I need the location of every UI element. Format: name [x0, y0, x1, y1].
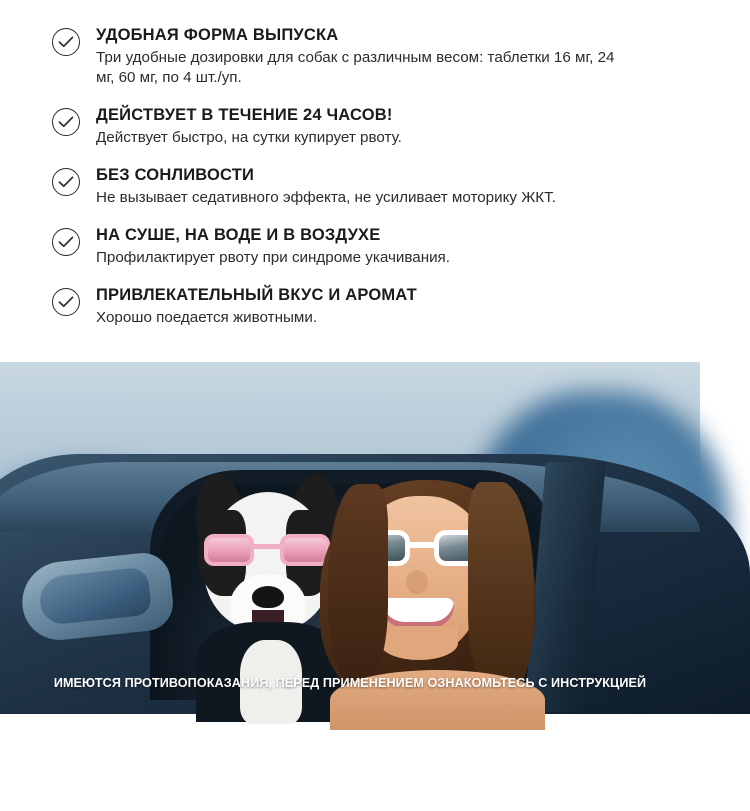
check-icon-wrap	[52, 168, 82, 198]
disclaimer-text: ИМЕЮТСЯ ПРОТИВОПОКАЗАНИЯ, ПЕРЕД ПРИМЕНЕНИЕМ ОЗНАКОМЬТЕСЬ С ИНСТРУКЦИЕЙ	[53, 676, 647, 690]
benefit-description: Хорошо поедается животными.	[96, 309, 318, 327]
woman-sunglasses-bridge	[408, 542, 436, 548]
benefit-text	[96, 106, 660, 148]
side-mirror-glass	[38, 567, 152, 626]
benefit-item	[0, 106, 700, 148]
check-icon-wrap	[52, 228, 82, 258]
advantages-stamp	[28, 728, 315, 811]
check-circle-icon	[52, 28, 80, 56]
benefit-title: ПРИВЛЕКАТЕЛЬНЫЙ ВКУС И АРОМАТ	[96, 286, 417, 305]
check-icon-wrap	[52, 28, 82, 58]
benefit-description: Действует быстро, на сутки купирует рвоту.	[96, 129, 402, 147]
hero-photo	[0, 362, 700, 797]
benefit-text	[96, 26, 660, 88]
dog-nose	[252, 586, 284, 608]
benefit-item	[0, 166, 700, 208]
woman-chin	[380, 626, 458, 660]
benefit-title: НА СУШЕ, НА ВОДЕ И В ВОЗДУХЕ	[96, 226, 381, 245]
benefit-description: Профилактирует рвоту при синдроме укачивания.	[96, 249, 451, 267]
woman-smile	[382, 598, 454, 628]
woman-hair-strand-left	[328, 484, 388, 684]
benefit-description: Три удобные дозировки для собак с различным весом: таблетки 16 мг, 24 мг, 60 мг, по 4 шт./уп.	[96, 48, 615, 87]
dog-sunglasses-bridge	[254, 544, 280, 549]
woman-nose	[406, 570, 428, 594]
benefit-title: УДОБНАЯ ФОРМА ВЫПУСКА	[96, 26, 339, 44]
check-icon-wrap	[52, 108, 82, 138]
benefit-description: Не вызывает седативного эффекта, не усиливает моторику ЖКТ.	[96, 189, 556, 207]
woman	[320, 474, 570, 704]
benefit-item	[0, 226, 700, 268]
check-icon-wrap	[52, 288, 82, 318]
woman-hair-strand-right	[468, 482, 534, 697]
benefit-title: ДЕЙСТВУЕТ В ТЕЧЕНИЕ 24 ЧАСОВ!	[96, 106, 393, 125]
check-circle-icon	[52, 168, 80, 196]
benefits-list	[0, 26, 700, 346]
check-circle-icon	[52, 288, 80, 316]
check-circle-icon	[52, 108, 80, 136]
benefit-text	[96, 226, 660, 268]
benefit-item	[0, 286, 700, 328]
benefit-text	[96, 166, 660, 208]
dog-sunglasses-lens-left	[204, 534, 254, 566]
dog-sunglasses	[202, 534, 332, 568]
benefit-title: БЕЗ СОНЛИВОСТИ	[96, 166, 255, 185]
check-circle-icon	[52, 228, 80, 256]
benefit-item	[0, 26, 700, 88]
advantages-stamp-label: ПРЕИМУЩЕСТВА	[53, 739, 290, 797]
benefit-text	[96, 286, 660, 328]
